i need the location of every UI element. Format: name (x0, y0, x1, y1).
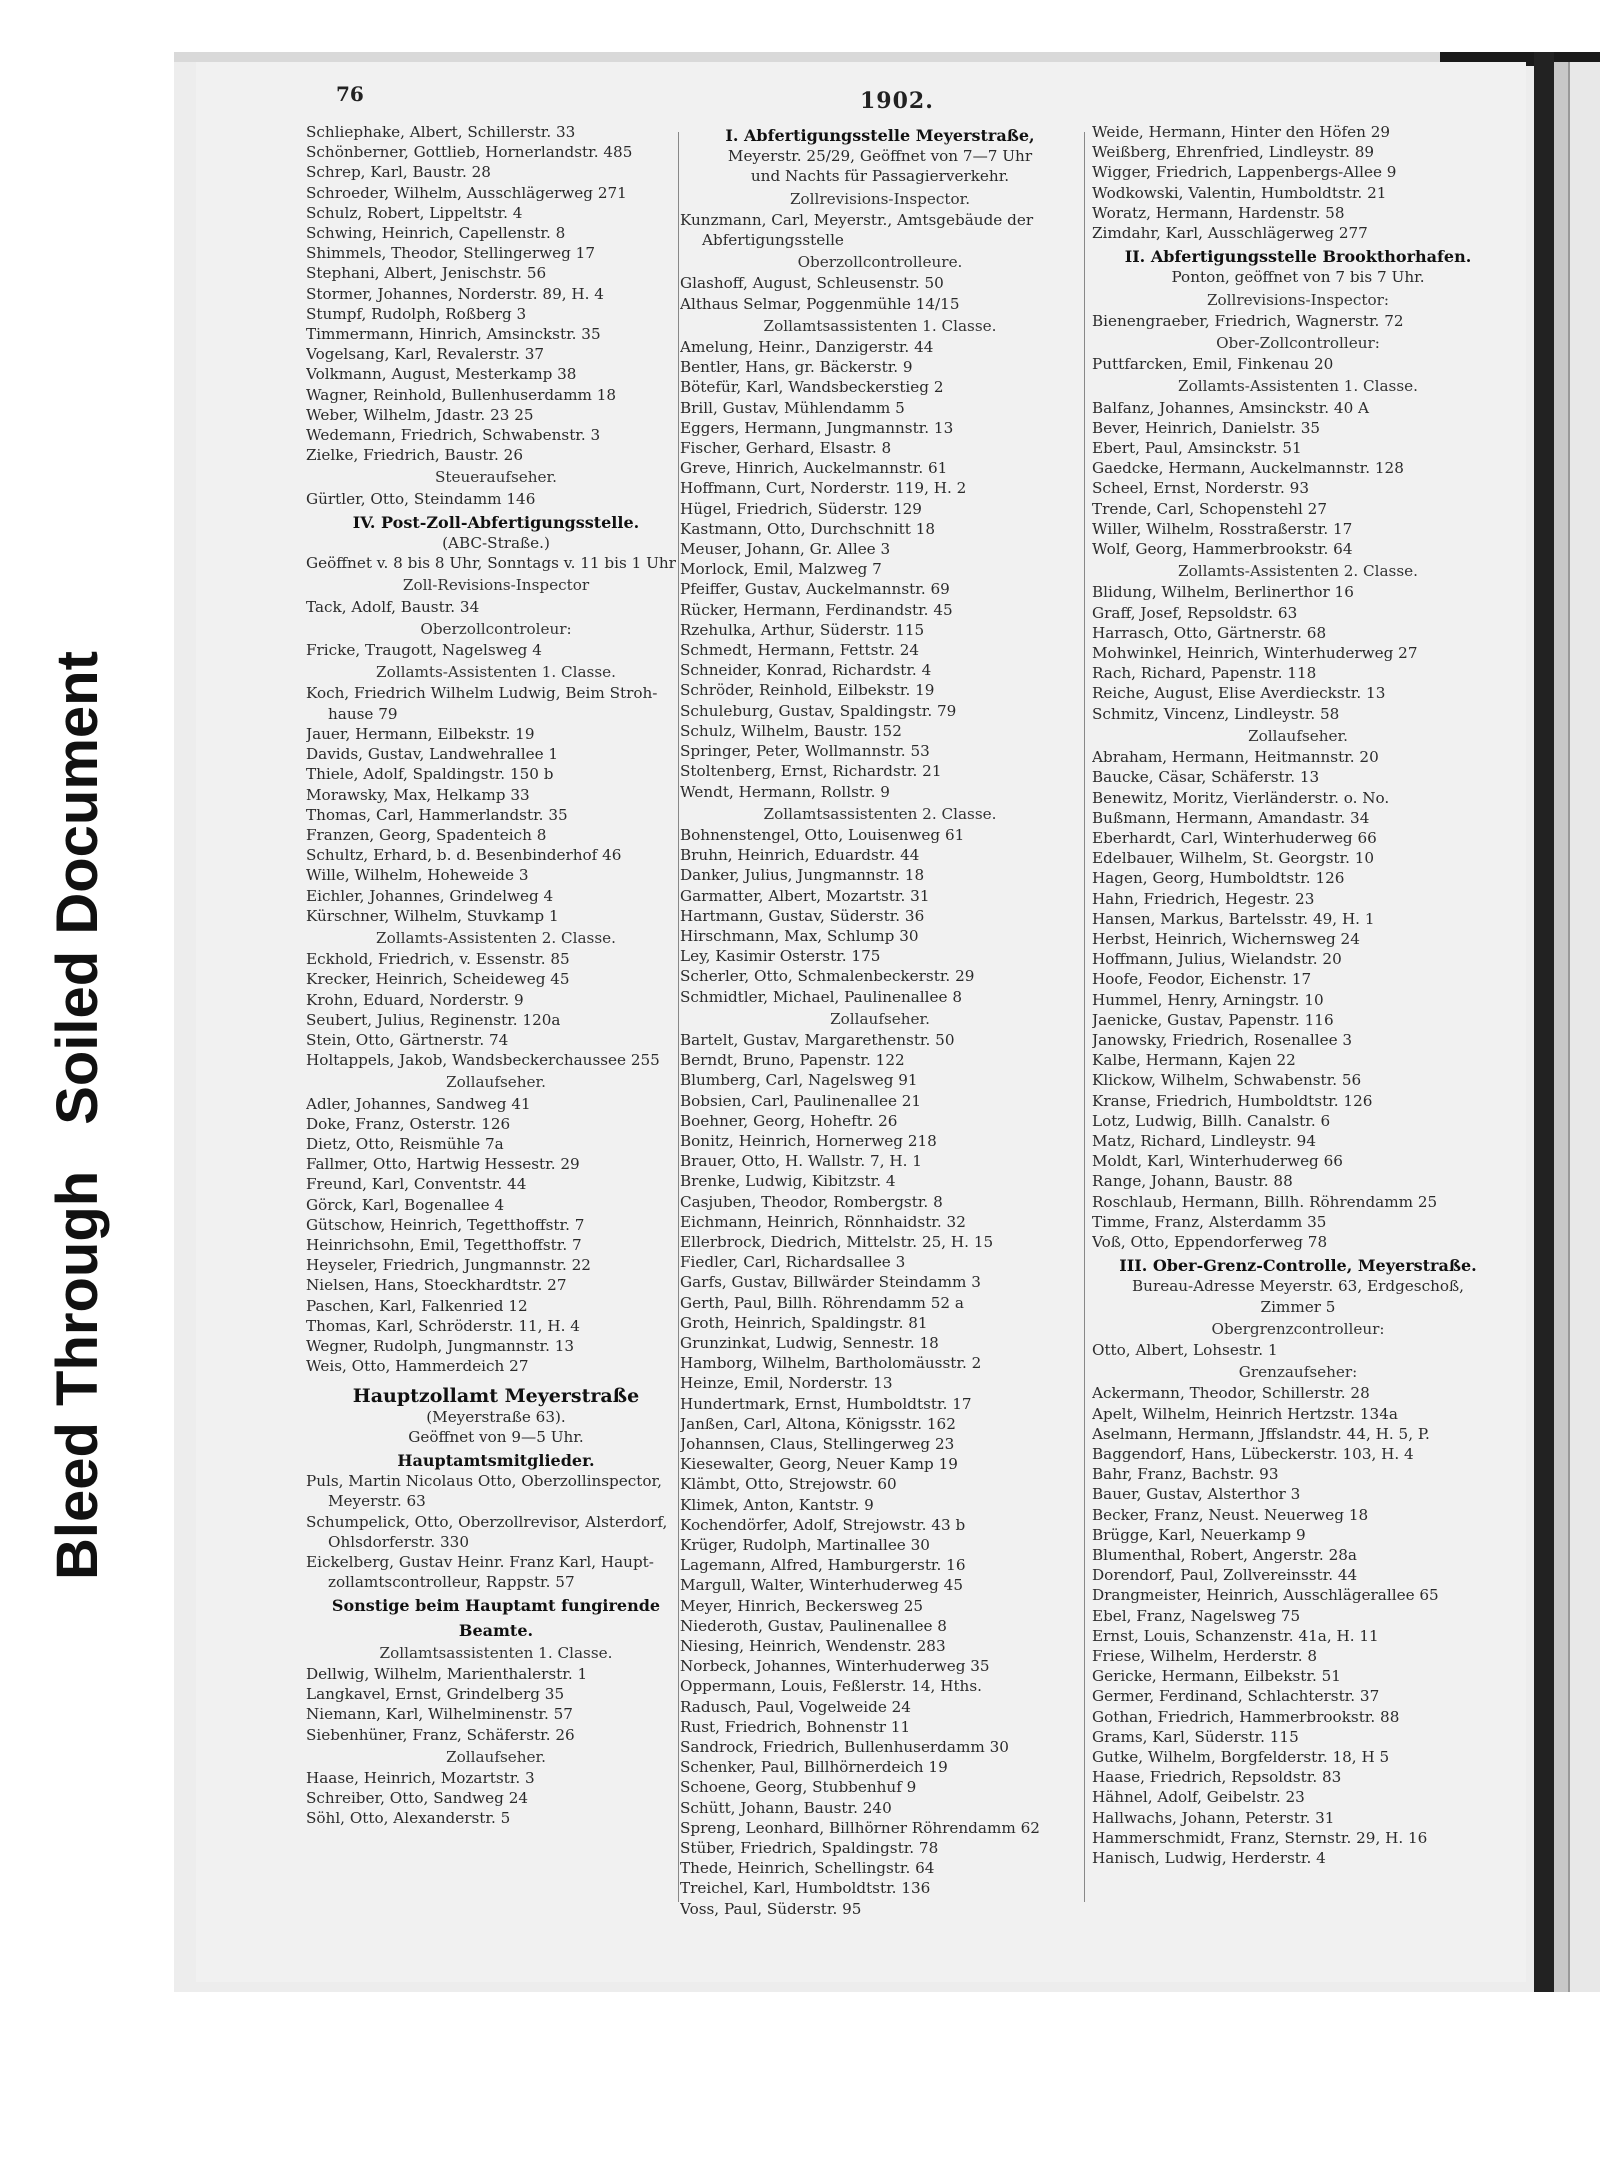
directory-entry: Blumberg, Carl, Nagelsweg 91 (680, 1071, 918, 1090)
directory-entry: Vogelsang, Karl, Revalerstr. 37 (306, 345, 545, 364)
directory-entry: Thede, Heinrich, Schellingstr. 64 (680, 1859, 935, 1878)
directory-entry: Hanisch, Ludwig, Herderstr. 4 (1092, 1849, 1326, 1868)
directory-entry: Graff, Josef, Repsoldstr. 63 (1092, 603, 1298, 622)
directory-entry: Janßen, Carl, Altona, Königsstr. 162 (680, 1414, 956, 1433)
directory-entry: Becker, Franz, Neust. Neuerweg 18 (1092, 1505, 1369, 1524)
entry-continuation: Ohlsdorferstr. 330 (328, 1532, 470, 1551)
directory-entry: Norbeck, Johannes, Winterhuderweg 35 (680, 1657, 990, 1676)
rank-heading: Zollaufseher. (446, 1073, 546, 1092)
directory-entry: Klämbt, Otto, Strejowstr. 60 (680, 1475, 897, 1494)
directory-entry: Doke, Franz, Osterstr. 126 (306, 1114, 511, 1133)
directory-entry: Ellerbrock, Diedrich, Mittelstr. 25, H. 15 (680, 1232, 994, 1251)
directory-entry: Hartmann, Gustav, Süderstr. 36 (680, 906, 925, 925)
directory-entry: Schumpelick, Otto, Oberzollrevisor, Alsterdorf, (306, 1512, 668, 1531)
directory-entry: Adler, Johannes, Sandweg 41 (306, 1094, 531, 1113)
section-title: Sonstige beim Hauptamt fungirende (331, 1596, 661, 1616)
directory-entry: Rücker, Hermann, Ferdinandstr. 45 (680, 600, 953, 619)
directory-entry: Baucke, Cäsar, Schäferstr. 13 (1092, 768, 1320, 787)
directory-entry: Bartelt, Gustav, Margarethenstr. 50 (680, 1030, 955, 1049)
section-note: und Nachts für Passagierverkehr. (750, 167, 1010, 186)
rank-heading: Zollamts-Assistenten 1. Classe. (376, 663, 616, 682)
directory-entry: Ley, Kasimir Osterstr. 175 (680, 947, 881, 966)
directory-entry: Schreiber, Otto, Sandweg 24 (306, 1789, 529, 1808)
directory-entry: Görck, Karl, Bogenallee 4 (306, 1195, 505, 1214)
directory-entry: Thiele, Adolf, Spaldingstr. 150 b (306, 765, 554, 784)
directory-entry: Stein, Otto, Gärtnerstr. 74 (306, 1030, 509, 1049)
section-note: Geöffnet von 9—5 Uhr. (408, 1427, 584, 1446)
directory-entry: Shimmels, Theodor, Stellingerweg 17 (306, 244, 595, 263)
directory-entry: Freund, Karl, Conventstr. 44 (306, 1175, 527, 1194)
rank-heading: Oberzollcontrolleure. (797, 253, 963, 272)
directory-entry: Moldt, Karl, Winterhuderweg 66 (1092, 1152, 1343, 1171)
directory-entry: Krüger, Rudolph, Martinallee 30 (680, 1536, 930, 1555)
directory-entry: Groth, Heinrich, Spaldingstr. 81 (680, 1313, 928, 1332)
directory-entry: Franzen, Georg, Spadenteich 8 (306, 825, 547, 844)
directory-entry: Thomas, Carl, Hammerlandstr. 35 (306, 805, 568, 824)
directory-entry: Hamborg, Wilhelm, Bartholomäusstr. 2 (680, 1354, 982, 1373)
section-title: Hauptamtsmitglieder. (397, 1451, 595, 1470)
section-note: Zimmer 5 (1260, 1297, 1336, 1316)
directory-entry: Bußmann, Hermann, Amandastr. 34 (1092, 808, 1370, 827)
directory-entry: Tack, Adolf, Baustr. 34 (306, 597, 480, 616)
directory-entry: Krecker, Heinrich, Scheideweg 45 (306, 970, 570, 989)
rank-heading: Ober-Zollcontrolleur: (1216, 334, 1380, 353)
directory-entry: Otto, Albert, Lohsestr. 1 (1092, 1340, 1278, 1359)
directory-entry: Ackermann, Theodor, Schillerstr. 28 (1092, 1384, 1370, 1403)
directory-entry: Reiche, August, Elise Averdieckstr. 13 (1092, 684, 1386, 703)
directory-entry: Harrasch, Otto, Gärtnerstr. 68 (1092, 623, 1327, 642)
directory-entry: Springer, Peter, Wollmannstr. 53 (680, 742, 930, 761)
directory-entry: Weide, Hermann, Hinter den Höfen 29 (1092, 123, 1391, 141)
directory-entry: Hirschmann, Max, Schlump 30 (680, 926, 919, 945)
directory-entry: Niemann, Karl, Wilhelminenstr. 57 (306, 1705, 573, 1724)
page-gutter (1554, 62, 1568, 1992)
entry-continuation: Abfertigungsstelle (702, 231, 844, 250)
directory-entry: Garfs, Gustav, Billwärder Steindamm 3 (680, 1273, 981, 1292)
directory-entry: Danker, Julius, Jungmannstr. 18 (680, 866, 925, 885)
directory-entry: Rzehulka, Arthur, Süderstr. 115 (680, 620, 925, 639)
rank-heading: Zollaufseher. (830, 1009, 930, 1028)
directory-entry: Weber, Wilhelm, Jdastr. 23 25 (306, 405, 534, 424)
directory-entry: Friese, Wilhelm, Herderstr. 8 (1092, 1647, 1318, 1666)
directory-entry: Baggendorf, Hans, Lübeckerstr. 103, H. 4 (1092, 1445, 1414, 1463)
directory-entry: Boehner, Georg, Hoheftr. 26 (680, 1111, 898, 1130)
directory-entry: Timme, Franz, Alsterdamm 35 (1092, 1212, 1327, 1231)
directory-entry: Kochendörfer, Adolf, Strejowstr. 43 b (680, 1515, 966, 1534)
directory-entry: Trende, Carl, Schopenstehl 27 (1092, 499, 1327, 518)
entry-continuation: Meyerstr. 63 (328, 1492, 426, 1511)
directory-entry: Brill, Gustav, Mühlendamm 5 (680, 398, 905, 417)
rank-heading: Obergrenzcontrolleur: (1211, 1319, 1385, 1338)
directory-entry: Schmidtler, Michael, Paulinenallee 8 (680, 987, 962, 1006)
directory-entry: Eichmann, Heinrich, Rönnhaidstr. 32 (680, 1212, 966, 1231)
directory-entry: Weißberg, Ehrenfried, Lindleystr. 89 (1092, 143, 1375, 162)
directory-entry: Niesing, Heinrich, Wendenstr. 283 (680, 1637, 946, 1656)
directory-entry: Rach, Richard, Papenstr. 118 (1092, 664, 1317, 683)
directory-entry: Willer, Wilhelm, Rosstraßerstr. 17 (1092, 519, 1353, 538)
directory-entry: Stoltenberg, Ernst, Richardstr. 21 (680, 762, 942, 781)
directory-entry: Fallmer, Otto, Hartwig Hessestr. 29 (306, 1155, 580, 1174)
directory-entry: Sandrock, Friedrich, Bullenhuserdamm 30 (680, 1738, 1009, 1757)
directory-entry: Jauer, Hermann, Eilbekstr. 19 (306, 724, 535, 743)
directory-entry: Seubert, Julius, Reginenstr. 120a (306, 1010, 561, 1029)
directory-entry: Schroeder, Wilhelm, Ausschlägerweg 271 (306, 183, 627, 202)
directory-entry: Geöffnet v. 8 bis 8 Uhr, Sonntags v. 11 bis 1 Uhr (306, 554, 676, 573)
directory-entry: Germer, Ferdinand, Schlachterstr. 37 (1092, 1687, 1380, 1706)
directory-entry: Janowsky, Friedrich, Rosenallee 3 (1092, 1030, 1353, 1049)
directory-entry: Hügel, Friedrich, Süderstr. 129 (680, 499, 922, 518)
directory-entry: Schütt, Johann, Baustr. 240 (680, 1798, 892, 1817)
directory-entry: Schultz, Erhard, b. d. Besenbinderhof 46 (306, 846, 622, 865)
section-note: Meyerstr. 25/29, Geöffnet von 7—7 Uhr (727, 147, 1033, 166)
directory-entry: Davids, Gustav, Landwehrallee 1 (306, 745, 559, 764)
directory-entry: Heyseler, Friedrich, Jungmannstr. 22 (306, 1256, 591, 1275)
directory-entry: Scherler, Otto, Schmalenbeckerstr. 29 (680, 967, 975, 986)
rank-heading: Zollrevisions-Inspector. (789, 189, 971, 208)
directory-entry: Spreng, Leonhard, Billhörner Röhrendamm 62 (680, 1818, 1040, 1837)
directory-entry: Zimdahr, Karl, Ausschlägerweg 277 (1092, 224, 1368, 243)
directory-entry: Hummel, Henry, Arningstr. 10 (1092, 990, 1324, 1009)
directory-entry: Volkmann, August, Mesterkamp 38 (306, 365, 577, 384)
rank-heading: Zollamts-Assistenten 2. Classe. (1178, 562, 1418, 581)
directory-entry: Mohwinkel, Heinrich, Winterhuderweg 27 (1092, 644, 1418, 663)
directory-entry: Hoffmann, Julius, Wielandstr. 20 (1092, 950, 1342, 969)
entry-continuation: hause 79 (328, 704, 398, 723)
directory-entry: Eickelberg, Gustav Heinr. Franz Karl, Haupt- (306, 1553, 654, 1572)
office-title: Hauptzollamt Meyerstraße (352, 1385, 640, 1408)
directory-entry: Wagner, Reinhold, Bullenhuserdamm 18 (306, 385, 617, 404)
directory-entry: Söhl, Otto, Alexanderstr. 5 (306, 1809, 511, 1828)
directory-entry: Eichler, Johannes, Grindelweg 4 (306, 886, 554, 905)
directory-entry: Meyer, Hinrich, Beckersweg 25 (680, 1596, 924, 1615)
directory-entry: Eggers, Hermann, Jungmannstr. 13 (680, 418, 954, 437)
directory-entry: Morawsky, Max, Helkamp 33 (306, 785, 530, 804)
directory-entry: Zielke, Friedrich, Baustr. 26 (306, 446, 523, 465)
directory-entry: Wille, Wilhelm, Hoheweide 3 (306, 866, 529, 885)
directory-entry: Grunzinkat, Ludwig, Sennestr. 18 (680, 1333, 939, 1352)
directory-entry: Bonitz, Heinrich, Hornerweg 218 (680, 1131, 937, 1150)
section-title: I. Abfertigungsstelle Meyerstraße, (725, 126, 1035, 145)
directory-entry: Gothan, Friedrich, Hammerbrookstr. 88 (1092, 1707, 1400, 1726)
directory-entry: Scheel, Ernst, Norderstr. 93 (1092, 479, 1309, 498)
directory-entry: Dellwig, Wilhelm, Marienthalerstr. 1 (306, 1665, 588, 1684)
directory-entry: Jaenicke, Gustav, Papenstr. 116 (1092, 1010, 1334, 1029)
directory-entry: Schneider, Konrad, Richardstr. 4 (680, 661, 932, 680)
directory-entry: Hoofe, Feodor, Eichenstr. 17 (1092, 970, 1312, 989)
rank-heading: Zollrevisions-Inspector: (1206, 290, 1389, 309)
directory-entry: Voss, Paul, Süderstr. 95 (680, 1899, 862, 1918)
rank-heading: Zollamts-Assistenten 2. Classe. (376, 928, 616, 947)
directory-entry: Wedemann, Friedrich, Schwabenstr. 3 (306, 426, 601, 445)
section-note: Bureau-Adresse Meyerstr. 63, Erdgeschoß, (1132, 1277, 1464, 1296)
directory-entry: Stephani, Albert, Jenischstr. 56 (306, 264, 547, 283)
document-condition-stamp (12, 580, 142, 1580)
directory-entry: Roschlaub, Hermann, Billh. Röhrendamm 25 (1092, 1192, 1438, 1211)
directory-entry: Krohn, Eduard, Norderstr. 9 (306, 990, 524, 1009)
directory-entry: Thomas, Karl, Schröderstr. 11, H. 4 (306, 1316, 580, 1335)
next-page-edge (1568, 62, 1600, 1992)
directory-entry: Puttfarcken, Emil, Finkenau 20 (1092, 355, 1334, 374)
directory-entry: Holtappels, Jakob, Wandsbeckerchaussee 255 (306, 1051, 660, 1070)
directory-entry: Oppermann, Louis, Feßlerstr. 14, Hths. (680, 1677, 982, 1696)
directory-entry: Voß, Otto, Eppendorferweg 78 (1092, 1232, 1328, 1251)
directory-entry: Gutke, Wilhelm, Borgfelderstr. 18, H 5 (1092, 1748, 1390, 1767)
directory-entry: Ernst, Louis, Schanzenstr. 41a, H. 11 (1092, 1626, 1379, 1645)
directory-entry: Schrep, Karl, Baustr. 28 (306, 163, 491, 182)
directory-entry: Haase, Heinrich, Mozartstr. 3 (306, 1769, 535, 1788)
section-note: (Meyerstraße 63). (426, 1407, 566, 1426)
scan-top-edge (174, 52, 1600, 62)
directory-entry: Bever, Heinrich, Danielstr. 35 (1092, 418, 1321, 437)
directory-entry: Wendt, Hermann, Rollstr. 9 (680, 782, 890, 801)
rank-heading: Grenzaufseher: (1238, 1363, 1358, 1382)
directory-entry: Schulz, Robert, Lippeltstr. 4 (306, 203, 523, 222)
directory-entry: Schmedt, Hermann, Fettstr. 24 (680, 641, 920, 660)
directory-entry: Johannsen, Claus, Stellingerweg 23 (680, 1435, 955, 1453)
directory-entry: Althaus Selmar, Poggenmühle 14/15 (680, 294, 960, 313)
directory-entry: Berndt, Bruno, Papenstr. 122 (680, 1051, 905, 1070)
directory-entry: Drangmeister, Heinrich, Ausschlägerallee 65 (1092, 1586, 1439, 1605)
directory-page (196, 62, 1526, 1982)
section-title: II. Abfertigungsstelle Brookthorhafen. (1124, 247, 1472, 267)
directory-entry: Schröder, Reinhold, Eilbekstr. 19 (680, 681, 935, 700)
directory-entry: Gaedcke, Hermann, Auckelmannstr. 128 (1092, 459, 1404, 478)
directory-entry: Brügge, Karl, Neuerkamp 9 (1092, 1525, 1306, 1544)
directory-entry: Kastmann, Otto, Durchschnitt 18 (680, 519, 936, 538)
directory-entry: Fiedler, Carl, Richardsallee 3 (680, 1253, 906, 1272)
directory-entry: Brauer, Otto, H. Wallstr. 7, H. 1 (680, 1152, 922, 1171)
directory-column-right (1092, 122, 1504, 1868)
directory-entry: Apelt, Wilhelm, Heinrich Hertzstr. 134a (1092, 1404, 1398, 1423)
entry-continuation: zollamtscontrolleur, Rappstr. 57 (328, 1573, 575, 1592)
directory-entry: Abraham, Hermann, Heitmannstr. 20 (1092, 748, 1379, 767)
directory-entry: Gütschow, Heinrich, Tegetthoffstr. 7 (306, 1215, 585, 1234)
directory-entry: Hallwachs, Johann, Peterstr. 31 (1092, 1808, 1335, 1827)
directory-entry: Kunzmann, Carl, Meyerstr., Amtsgebäude der (680, 210, 1034, 229)
directory-entry: Radusch, Paul, Vogelweide 24 (680, 1697, 911, 1716)
section-title: IV. Post-Zoll-Abfertigungsstelle. (352, 512, 640, 532)
directory-entry: Kiesewalter, Georg, Neuer Kamp 19 (680, 1455, 958, 1474)
rank-heading: Zollaufseher. (446, 1747, 546, 1766)
section-title: III. Ober-Grenz-Controlle, Meyerstraße. (1119, 1256, 1477, 1276)
directory-entry: Kranse, Friedrich, Humboldtstr. 126 (1092, 1091, 1373, 1110)
directory-entry: Schulz, Wilhelm, Baustr. 152 (680, 721, 902, 740)
rank-heading: Zollaufseher. (1248, 726, 1348, 745)
directory-entry: Bahr, Franz, Bachstr. 93 (1092, 1465, 1279, 1484)
directory-entry: Hammerschmidt, Franz, Sternstr. 29, H. 16 (1092, 1828, 1428, 1847)
directory-entry: Rust, Friedrich, Bohnenstr 11 (680, 1717, 911, 1736)
directory-entry: Puls, Martin Nicolaus Otto, Oberzollinspector, (306, 1472, 662, 1491)
page-number: 76 (336, 82, 364, 106)
page-year-heading: 1902. (860, 88, 934, 114)
rank-heading: Zoll-Revisions-Inspector (402, 576, 590, 595)
directory-entry: Ebel, Franz, Nagelsweg 75 (1092, 1606, 1301, 1625)
directory-entry: Gürtler, Otto, Steindamm 146 (306, 489, 536, 508)
rank-heading: Steueraufseher. (435, 468, 557, 487)
directory-entry: Wodkowski, Valentin, Humboldtstr. 21 (1092, 183, 1387, 202)
directory-entry: Greve, Hinrich, Auckelmannstr. 61 (680, 459, 948, 478)
directory-entry: Herbst, Heinrich, Wichernsweg 24 (1092, 929, 1360, 948)
directory-entry: Siebenhüner, Franz, Schäferstr. 26 (306, 1725, 575, 1744)
directory-entry: Lotz, Ludwig, Billh. Canalstr. 6 (1092, 1111, 1331, 1130)
rank-heading: Zollamtsassistenten 1. Classe. (763, 316, 997, 335)
directory-entry: Woratz, Hermann, Hardenstr. 58 (1092, 203, 1345, 222)
directory-entry: Koch, Friedrich Wilhelm Ludwig, Beim Stroh- (306, 684, 658, 703)
directory-entry: Hähnel, Adolf, Geibelstr. 23 (1092, 1788, 1305, 1807)
directory-entry: Schoene, Georg, Stubbenhuf 9 (680, 1778, 917, 1797)
directory-entry: Fischer, Gerhard, Elsastr. 8 (680, 439, 892, 458)
directory-entry: Bobsien, Carl, Paulinenallee 21 (680, 1091, 922, 1110)
directory-entry: Hoffmann, Curt, Norderstr. 119, H. 2 (680, 479, 967, 498)
directory-entry: Benewitz, Moritz, Vierländerstr. o. No. (1092, 788, 1390, 807)
directory-entry: Schenker, Paul, Billhörnerdeich 19 (680, 1758, 948, 1777)
directory-entry: Matz, Richard, Lindleystr. 94 (1092, 1131, 1316, 1150)
directory-entry: Balfanz, Johannes, Amsinckstr. 40 A (1092, 398, 1370, 417)
directory-entry: Garmatter, Albert, Mozartstr. 31 (680, 886, 930, 905)
directory-entry: Eckhold, Friedrich, v. Essenstr. 85 (306, 950, 570, 969)
stamp-soiled-document: Soiled Document (44, 651, 110, 1125)
directory-entry: Eberhardt, Carl, Winterhuderweg 66 (1092, 828, 1377, 847)
directory-entry: Langkavel, Ernst, Grindelberg 35 (306, 1685, 565, 1704)
directory-entry: Schuleburg, Gustav, Spaldingstr. 79 (680, 701, 957, 720)
directory-entry: Paschen, Karl, Falkenried 12 (306, 1296, 528, 1315)
directory-entry: Timmermann, Hinrich, Amsinckstr. 35 (306, 325, 601, 344)
directory-entry: Heinze, Emil, Norderstr. 13 (680, 1374, 893, 1393)
directory-entry: Margull, Walter, Winterhuderweg 45 (680, 1576, 964, 1595)
rank-heading: Zollamtsassistenten 1. Classe. (379, 1643, 613, 1662)
directory-entry: Treichel, Karl, Humboldtstr. 136 (680, 1879, 931, 1898)
directory-entry: Bentler, Hans, gr. Bäckerstr. 9 (680, 358, 913, 377)
directory-entry: Schmitz, Vincenz, Lindleystr. 58 (1092, 704, 1340, 723)
section-note: (ABC-Straße.) (442, 534, 550, 553)
directory-entry: Stormer, Johannes, Norderstr. 89, H. 4 (306, 284, 604, 303)
directory-entry: Ebert, Paul, Amsinckstr. 51 (1092, 439, 1302, 458)
directory-entry: Kürschner, Wilhelm, Stuvkamp 1 (306, 906, 559, 925)
directory-entry: Weis, Otto, Hammerdeich 27 (306, 1357, 529, 1376)
directory-entry: Glashoff, August, Schleusenstr. 50 (680, 274, 944, 293)
directory-entry: Hansen, Markus, Bartelsstr. 49, H. 1 (1092, 909, 1375, 928)
directory-entry: Fricke, Traugott, Nagelsweg 4 (306, 641, 542, 660)
directory-entry: Gericke, Hermann, Eilbekstr. 51 (1092, 1667, 1341, 1686)
directory-entry: Gerth, Paul, Billh. Röhrendamm 52 a (680, 1293, 964, 1312)
directory-entry: Bauer, Gustav, Alsterthor 3 (1092, 1485, 1301, 1504)
directory-entry: Schönberner, Gottlieb, Hornerlandstr. 485 (306, 143, 633, 162)
directory-entry: Heinrichsohn, Emil, Tegetthoffstr. 7 (306, 1235, 582, 1254)
directory-entry: Wolf, Georg, Hammerbrookstr. 64 (1092, 540, 1353, 559)
directory-entry: Bötefür, Karl, Wandsbeckerstieg 2 (680, 378, 944, 397)
directory-entry: Nielsen, Hans, Stoeckhardtstr. 27 (306, 1276, 567, 1295)
directory-entry: Grams, Karl, Süderstr. 115 (1092, 1727, 1299, 1746)
directory-entry: Bruhn, Heinrich, Eduardstr. 44 (680, 846, 920, 865)
directory-entry: Schliephake, Albert, Schillerstr. 33 (306, 123, 576, 141)
directory-entry: Bohnenstengel, Otto, Louisenweg 61 (680, 825, 965, 844)
column-divider (1084, 132, 1085, 1902)
directory-entry: Klimek, Anton, Kantstr. 9 (680, 1495, 874, 1514)
rank-heading: Zollamtsassistenten 2. Classe. (763, 804, 997, 823)
directory-entry: Bienengraeber, Friedrich, Wagnerstr. 72 (1092, 311, 1404, 330)
directory-entry: Haase, Friedrich, Repsoldstr. 83 (1092, 1768, 1342, 1787)
directory-entry: Meuser, Johann, Gr. Allee 3 (680, 540, 891, 559)
rank-heading: Oberzollcontroleur: (420, 619, 572, 638)
directory-entry: Blidung, Wilhelm, Berlinerthor 16 (1092, 583, 1354, 602)
directory-entry: Dietz, Otto, Reismühle 7a (306, 1134, 504, 1153)
directory-column-middle (680, 122, 1080, 1919)
directory-entry: Brenke, Ludwig, Kibitzstr. 4 (680, 1172, 896, 1191)
directory-entry: Casjuben, Theodor, Rombergstr. 8 (680, 1192, 943, 1211)
directory-column-left (306, 122, 686, 1829)
directory-entry: Lagemann, Alfred, Hamburgerstr. 16 (680, 1556, 966, 1575)
directory-entry: Aselmann, Hermann, Jffslandstr. 44, H. 5, P. (1092, 1424, 1430, 1443)
section-title: Beamte. (458, 1620, 534, 1640)
directory-entry: Hahn, Friedrich, Hegestr. 23 (1092, 889, 1315, 908)
section-note: Ponton, geöffnet von 7 bis 7 Uhr. (1171, 268, 1425, 287)
directory-entry: Niederoth, Gustav, Paulinenallee 8 (680, 1616, 947, 1635)
directory-entry: Pfeiffer, Gustav, Auckelmannstr. 69 (680, 580, 950, 599)
directory-entry: Range, Johann, Baustr. 88 (1092, 1172, 1293, 1191)
directory-entry: Dorendorf, Paul, Zollvereinsstr. 44 (1092, 1566, 1358, 1585)
directory-entry: Amelung, Heinr., Danzigerstr. 44 (680, 338, 934, 357)
binding-shadow (1534, 52, 1554, 1992)
directory-entry: Wigger, Friedrich, Lappenbergs-Allee 9 (1092, 163, 1397, 182)
stamp-bleed-through: Bleed Through (44, 1170, 110, 1580)
directory-entry: Schwing, Heinrich, Capellenstr. 8 (306, 224, 566, 243)
directory-entry: Edelbauer, Wilhelm, St. Georgstr. 10 (1092, 849, 1375, 868)
rank-heading: Zollamts-Assistenten 1. Classe. (1178, 377, 1418, 396)
directory-entry: Morlock, Emil, Malzweg 7 (680, 560, 882, 579)
directory-entry: Kalbe, Hermann, Kajen 22 (1092, 1051, 1296, 1070)
directory-entry: Wegner, Rudolph, Jungmannstr. 13 (306, 1336, 575, 1355)
directory-entry: Hundertmark, Ernst, Humboldtstr. 17 (680, 1394, 972, 1413)
directory-entry: Hagen, Georg, Humboldtstr. 126 (1092, 869, 1345, 888)
directory-entry: Blumenthal, Robert, Angerstr. 28a (1092, 1546, 1357, 1565)
directory-entry: Stumpf, Rudolph, Roßberg 3 (306, 304, 527, 323)
directory-entry: Klickow, Wilhelm, Schwabenstr. 56 (1092, 1071, 1362, 1090)
directory-entry: Stüber, Friedrich, Spaldingstr. 78 (680, 1839, 939, 1858)
